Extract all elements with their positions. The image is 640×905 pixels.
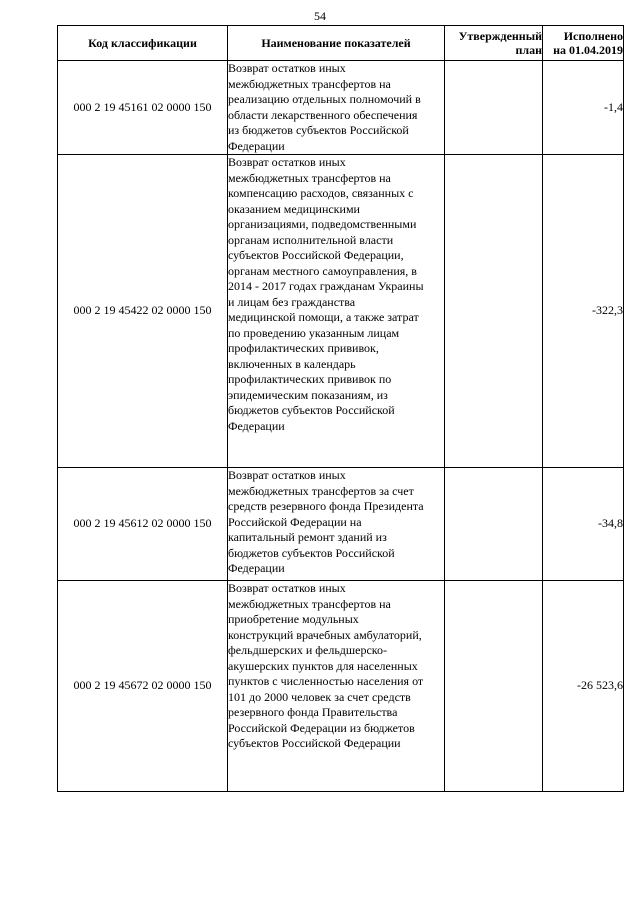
indicator-name-line: резервного фонда Правительства [228, 705, 398, 719]
table-row [58, 155, 624, 468]
indicator-name-line: субъектов Российской Федерации, [228, 248, 404, 262]
indicator-name-line: компенсацию расходов, связанных с [228, 186, 414, 200]
indicator-name-line: включенных в календарь [228, 356, 356, 371]
indicator-name [228, 468, 445, 581]
indicator-name [228, 61, 445, 155]
indicator-name-line: органам исполнительной власти [228, 232, 394, 247]
executed-amount: -1,4 [543, 61, 624, 155]
indicator-name-line: фельдшерских и фельдшерско- [228, 643, 388, 657]
indicator-name-line: межбюджетных трансфертов на [228, 76, 391, 91]
approved-plan [445, 155, 543, 468]
indicator-name-line: Российской Федерации из бюджетов [228, 720, 415, 735]
indicator-name-line: органам местного самоуправления, в [228, 263, 417, 278]
classification-code: 000 2 19 45422 02 0000 150 [58, 155, 228, 468]
indicator-name-line: из бюджетов субъектов Российской [228, 123, 409, 137]
approved-plan [445, 61, 543, 155]
indicator-name-line: бюджетов субъектов Российской [228, 545, 395, 560]
indicator-name-line: профилактических прививок по [228, 372, 392, 386]
header-plan-line: план [515, 43, 542, 57]
executed-amount: -26 523,6 [543, 581, 624, 792]
indicator-name-line: профилактических прививок, [228, 341, 379, 355]
indicator-name-line: акушерских пунктов для населенных [228, 658, 418, 673]
indicator-name-line: приобретение модульных [228, 612, 359, 626]
header-code: Код классификации [58, 26, 228, 61]
indicator-name-line: реализацию отдельных полномочий в [228, 92, 421, 106]
indicator-name-line: бюджетов субъектов Российской [228, 403, 395, 417]
classification-code: 000 2 19 45161 02 0000 150 [58, 61, 228, 155]
indicator-name-line: Возврат остатков иных [228, 61, 346, 75]
table-row [58, 581, 624, 792]
indicator-name-line: Возврат остатков иных [228, 581, 346, 595]
page-number: 54 [314, 9, 326, 23]
indicator-name-line: межбюджетных трансфертов за счет [228, 483, 414, 498]
classification-code: 000 2 19 45612 02 0000 150 [58, 468, 228, 581]
indicator-name-line: 2014 - 2017 годах гражданам Украины [228, 279, 424, 293]
executed-amount: -34,8 [543, 468, 624, 581]
header-plan-line: Утвержденный [458, 29, 542, 43]
table-row [58, 468, 624, 581]
indicator-name [228, 155, 445, 468]
indicator-name-line: Возврат остатков иных [228, 155, 346, 169]
indicator-name-line: средств резервного фонда Президента [228, 499, 424, 513]
indicator-name-line: 101 до 2000 человек за счет средств [228, 689, 411, 704]
indicator-name-line: Федерации [228, 561, 285, 575]
budget-table [57, 25, 624, 792]
header-done [543, 26, 624, 61]
indicator-name-line: оказанием медицинскими [228, 201, 360, 216]
header-name: Наименование показателей [228, 26, 445, 61]
indicator-name-line: организациями, подведомственными [228, 217, 417, 231]
approved-plan [445, 581, 543, 792]
header-done-line: Исполнено [563, 29, 623, 43]
indicator-name-line: области лекарственного обеспечения [228, 107, 418, 122]
indicator-name-line: конструкций врачебных амбулаторий, [228, 627, 422, 642]
indicator-name-line: Возврат остатков иных [228, 468, 346, 482]
indicator-name-line: межбюджетных трансфертов на [228, 596, 391, 611]
indicator-name-line: Федерации [228, 138, 285, 153]
indicator-name-line: Федерации [228, 418, 285, 433]
indicator-name-line: Российской Федерации на [228, 514, 362, 529]
header-plan [445, 26, 543, 61]
header-done-line: на 01.04.2019 [553, 43, 623, 57]
indicator-name [228, 581, 445, 792]
indicator-name-line: по проведению указанным лицам [228, 325, 400, 340]
indicator-name-line: и лицам без гражданства [228, 294, 356, 309]
indicator-name-line: капитальный ремонт зданий из [228, 530, 387, 544]
approved-plan [445, 468, 543, 581]
table-header-row [58, 26, 624, 61]
table-row [58, 61, 624, 155]
indicator-name-line: эпидемическим показаниям, из [228, 387, 388, 402]
classification-code: 000 2 19 45672 02 0000 150 [58, 581, 228, 792]
executed-amount: -322,3 [543, 155, 624, 468]
indicator-name-line: межбюджетных трансфертов на [228, 170, 391, 185]
indicator-name-line: пунктов с численностью населения от [228, 674, 424, 688]
indicator-name-line: медицинской помощи, а также затрат [228, 310, 419, 324]
indicator-name-line: субъектов Российской Федерации [228, 736, 401, 750]
